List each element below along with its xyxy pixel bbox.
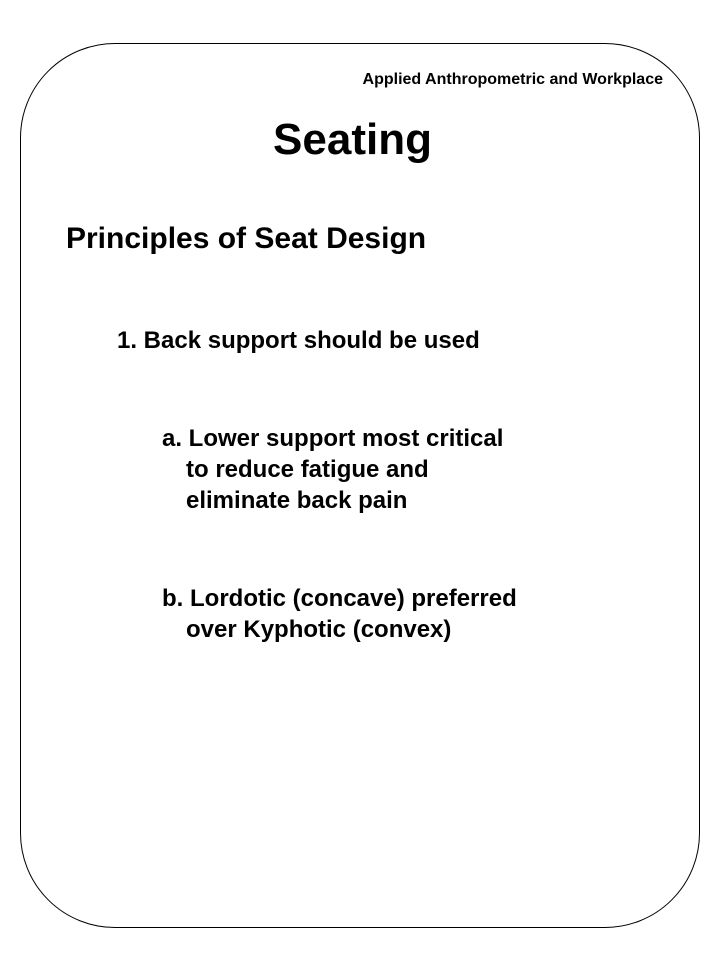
sub-point-b-line-1: b. Lordotic (concave) preferred	[162, 585, 517, 612]
slide-subtitle: Principles of Seat Design	[66, 222, 427, 255]
point-1: 1. Back support should be used	[117, 327, 480, 354]
sub-point-b-line-2: over Kyphotic (convex)	[186, 616, 452, 643]
slide-header: Applied Anthropometric and Workplace	[362, 71, 663, 88]
sub-point-a-line-3: eliminate back pain	[186, 487, 408, 514]
sub-point-a-line-1: a. Lower support most critical	[162, 425, 504, 452]
sub-point-a-line-2: to reduce fatigue and	[186, 456, 429, 483]
sub-point-b	[162, 583, 517, 645]
sub-point-a	[162, 423, 503, 516]
slide-title: Seating	[273, 115, 432, 164]
